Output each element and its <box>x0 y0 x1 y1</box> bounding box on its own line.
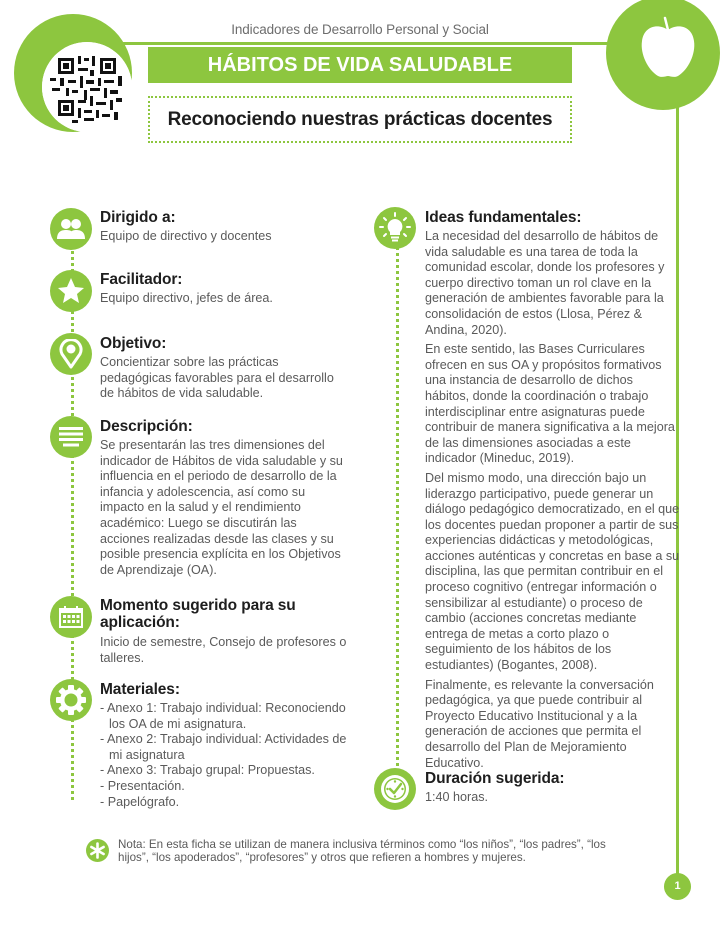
section-momento <box>100 597 350 666</box>
footnote <box>86 838 638 865</box>
section-heading: Descripción: <box>100 418 193 435</box>
section-text: Equipo de directivo y docentes <box>100 229 272 243</box>
section-objetivo <box>100 335 350 402</box>
section-text: Equipo directivo, jefes de área. <box>100 291 273 305</box>
header-rule <box>100 42 620 45</box>
section-heading: Objetivo: <box>100 335 167 352</box>
apple-icon <box>606 0 720 110</box>
location-pin-icon <box>50 333 92 375</box>
section-heading: Materiales: <box>100 681 180 698</box>
asterisk-icon <box>86 839 109 862</box>
section-text: Se presentarán las tres dimensiones del indicador de Hábitos de vida saludable y su influencia en el periodo de desarrollo de la infancia y adolescencia, así como su impacto en la salud y el rendimiento académico: Luego se discutirán las acciones realizadas desde las clases y su posible presencia explícita en los Objetivos de Aprendizaje (OA). <box>100 438 343 577</box>
text-lines-icon <box>50 416 92 458</box>
section-heading: Dirigido a: <box>100 209 176 226</box>
section-text: 1:40 horas. <box>425 790 489 804</box>
section-heading: Duración sugerida: <box>425 770 565 787</box>
section-heading: Momento sugerido para su aplicación: <box>100 597 296 631</box>
page-number: 1 <box>664 873 691 900</box>
list-item: - Anexo 1: Trabajo individual: Reconociendo los OA de mi asignatura. <box>100 701 346 731</box>
section-text: Concientizar sobre las prácticas pedagógicas favorables para el desarrollo de hábitos de vida saludable. <box>100 355 334 401</box>
series-title: Indicadores de Desarrollo Personal y Social <box>231 22 489 37</box>
section-ideas <box>425 209 680 775</box>
list-item: - Presentación. <box>100 778 185 793</box>
paragraph: Finalmente, es relevante la conversación pedagógica, ya que puede contribuir al Proyecto Educativo Institucional y a la generación de acciones que permita el desarrollo del Plan de Mejoramiento Educativo. <box>425 677 654 770</box>
right-timeline <box>396 240 399 780</box>
paragraph: Del mismo modo, una dirección bajo un liderazgo participativo, puede generar un diálogo pedagógico democratizado, en el que los docentes puedan proponer a partir de sus experiencias didácticas y metodológicas, acciones auténticas y concretas en base a su disciplina, las que permitan contribuir en el proceso cognitivo (entregar información o sensibilizar al estudiante) o proceso de cambio (acciones concretas mediante entrega de metas a corto plazo o seguimiento de los hábitos de los estudiantes) (Bogantes, 2008). <box>425 470 680 673</box>
users-icon <box>50 208 92 250</box>
materials-list <box>100 701 350 810</box>
section-materiales <box>100 681 350 810</box>
qr-badge <box>14 14 132 132</box>
section-heading: Ideas fundamentales: <box>425 209 582 226</box>
page-title: HÁBITOS DE VIDA SALUDABLE <box>148 47 572 83</box>
section-facilitador <box>100 271 360 307</box>
lightbulb-icon <box>374 207 416 249</box>
gear-icon <box>50 679 92 721</box>
page-subtitle: Reconociendo nuestras prácticas docentes <box>148 96 572 143</box>
qr-code-icon[interactable] <box>42 42 132 132</box>
section-descripcion <box>100 418 345 578</box>
list-item: - Papelógrafo. <box>100 794 180 809</box>
section-duracion <box>425 770 675 806</box>
apple-badge <box>606 0 720 110</box>
section-heading: Facilitador: <box>100 271 183 288</box>
list-item: - Anexo 3: Trabajo grupal: Propuestas. <box>100 763 315 778</box>
section-text: Inicio de semestre, Consejo de profesores o talleres. <box>100 635 347 665</box>
list-item: - Anexo 2: Trabajo individual: Actividades de mi asignatura <box>100 732 347 762</box>
star-icon <box>50 270 92 312</box>
footnote-text: Nota: En esta ficha se utilizan de manera inclusiva términos como “los niños”, “los padres”, “los hijos”, “los apoderados”, “profesores” y otros que refieren a hombres y mujeres. <box>118 838 606 865</box>
paragraph: En este sentido, las Bases Curriculares ofrecen en sus OA y propósitos formativos una instancia de desarrollo de dichos hábitos, donde la coordinación o trabajo interdisciplinar entre asignaturas puede contribuir de manera significativa a la mejora de las dimensiones asociadas a este indicador (Mineduc, 2019). <box>425 342 675 466</box>
section-dirigido <box>100 209 360 245</box>
clock-check-icon <box>374 768 416 810</box>
paragraph: La necesidad del desarrollo de hábitos de vida saludable es una tarea de toda la comunidad escolar, donde los profesores y cuerpo directivo toman un rol clave en la generación de ambientes favorable para la consolidación de estos (Llosa, Pérez & Andina, 2020). <box>425 229 665 337</box>
calendar-icon <box>50 596 92 638</box>
